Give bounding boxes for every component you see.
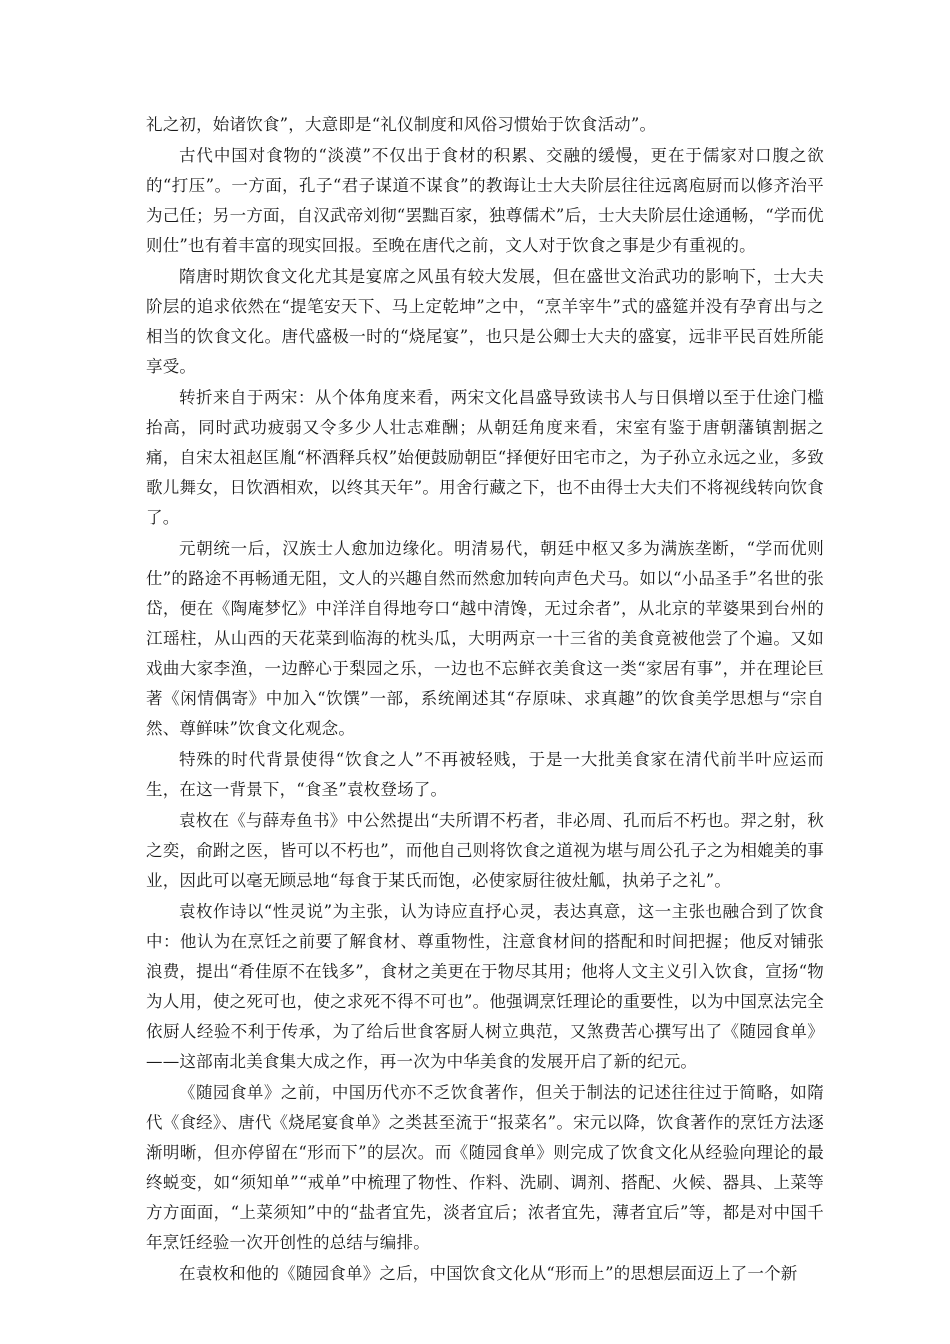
paragraph-1: 礼之初，始诸饮食”，大意即是“礼仪制度和风俗习惯始于饮食活动”。	[146, 115, 657, 134]
paragraph-4: 转折来自于两宋：从个体角度来看，两宋文化昌盛导致读书人与日俱增以至于仕途门槛抬高，同时武功疲弱又令多少人壮志难酬；从朝廷角度来看，宋室有鉴于唐朝藩镇割据之痛，自宋太祖赵匡胤“杯酒释兵权”始便鼓励朝臣“择便好田宅市之，为子孙立永远之业，多致歌儿舞女，日饮酒相欢，以终其天年”。用舍行藏之下，也不由得士大夫们不将视线转向饮食了。	[146, 388, 824, 527]
paragraph-9: 《随园食单》之前，中国历代亦不乏饮食著作，但关于制法的记述往往过于简略，如隋代《食经》、唐代《烧尾宴食单》之类甚至流于“报菜名”。宋元以降，饮食著作的烹饪方法逐渐明晰，但亦停留在“形而下”的层次。而《随园食单》则完成了饮食文化从经验向理论的最终蜕变，如“须知单”“戒单”中梳理了物性、作料、洗刷、调剂、搭配、火候、器具、上菜等方方面面，“上菜须知”中的“盐者宜先，淡者宜后；浓者宜先，薄者宜后”等，都是对中国千年烹饪经验一次开创性的总结与编排。	[146, 1083, 824, 1252]
paragraph-7: 袁枚在《与薛寿鱼书》中公然提出“夫所谓不朽者，非必周、孔而后不朽也。羿之射，秋之奕，俞跗之医，皆可以不朽也”，而他自己则将饮食之道视为堪与周公孔子之为相媲美的事业，因此可以毫无顾忌地“每食于某氏而饱，必使家厨往彼灶觚，执弟子之礼”。	[146, 811, 824, 890]
paragraph-10: 在袁枚和他的《随园食单》之后，中国饮食文化从“形而上”的思想层面迈上了一个新	[179, 1264, 798, 1283]
paragraph-6: 特殊的时代背景使得“饮食之人”不再被轻贱，于是一大批美食家在清代前半叶应运而生，在这一背景下，“食圣”袁枚登场了。	[146, 750, 824, 799]
paragraph-5: 元朝统一后，汉族士人愈加边缘化。明清易代，朝廷中枢又多为满族垄断，“学而优则仕”的路途不再畅通无阻，文人的兴趣自然而然愈加转向声色犬马。如以“小品圣手”名世的张岱，便在《陶庵梦忆》中洋洋自得地夸口“越中清馋，无过余者”，从北京的苹婆果到台州的江瑶柱，从山西的天花菜到临海的枕头瓜，大明两京一十三省的美食竟被他尝了个遍。又如戏曲大家李渔，一边醉心于梨园之乐，一边也不忘鲜衣美食这一类“家居有事”，并在理论巨著《闲情偶寄》中加入“饮馔”一部，系统阐述其“存原味、求真趣”的饮食美学思想与“宗自然、尊鲜味”饮食文化观念。	[146, 539, 824, 738]
paragraph-3: 隋唐时期饮食文化尤其是宴席之风虽有较大发展，但在盛世文治武功的影响下，士大夫阶层的追求依然在“提笔安天下、马上定乾坤”之中，“烹羊宰牛”式的盛筵并没有孕育出与之相当的饮食文化。唐代盛极一时的“烧尾宴”，也只是公卿士大夫的盛宴，远非平民百姓所能享受。	[146, 267, 824, 376]
paragraph-8: 袁枚作诗以“性灵说”为主张，认为诗应直抒心灵，表达真意，这一主张也融合到了饮食中：他认为在烹饪之前要了解食材、尊重物性，注意食材间的搭配和时间把握；他反对铺张浪费，提出“肴佳原不在钱多”，食材之美更在于物尽其用；他将人文主义引入饮食，宣扬“物为人用，使之死可也，使之求死不得不可也”。他强调烹饪理论的重要性，以为中国烹法完全依厨人经验不利于传承，为了给后世食客厨人树立典范，又煞费苦心撰写出了《随园食单》——这部南北美食集大成之作，再一次为中华美食的发展开启了新的纪元。	[146, 902, 824, 1071]
paragraph-2: 古代中国对食物的“淡漠”不仅出于食材的积累、交融的缓慢，更在于儒家对口腹之欲的“打压”。一方面，孔子“君子谋道不谋食”的教诲让士大夫阶层往往远离庖厨而以修齐治平为己任；另一方面，自汉武帝刘彻“罢黜百家，独尊儒术”后，士大夫阶层仕途通畅，“学而优则仕”也有着丰富的现实回报。至晚在唐代之前，文人对于饮食之事是少有重视的。	[146, 146, 824, 255]
